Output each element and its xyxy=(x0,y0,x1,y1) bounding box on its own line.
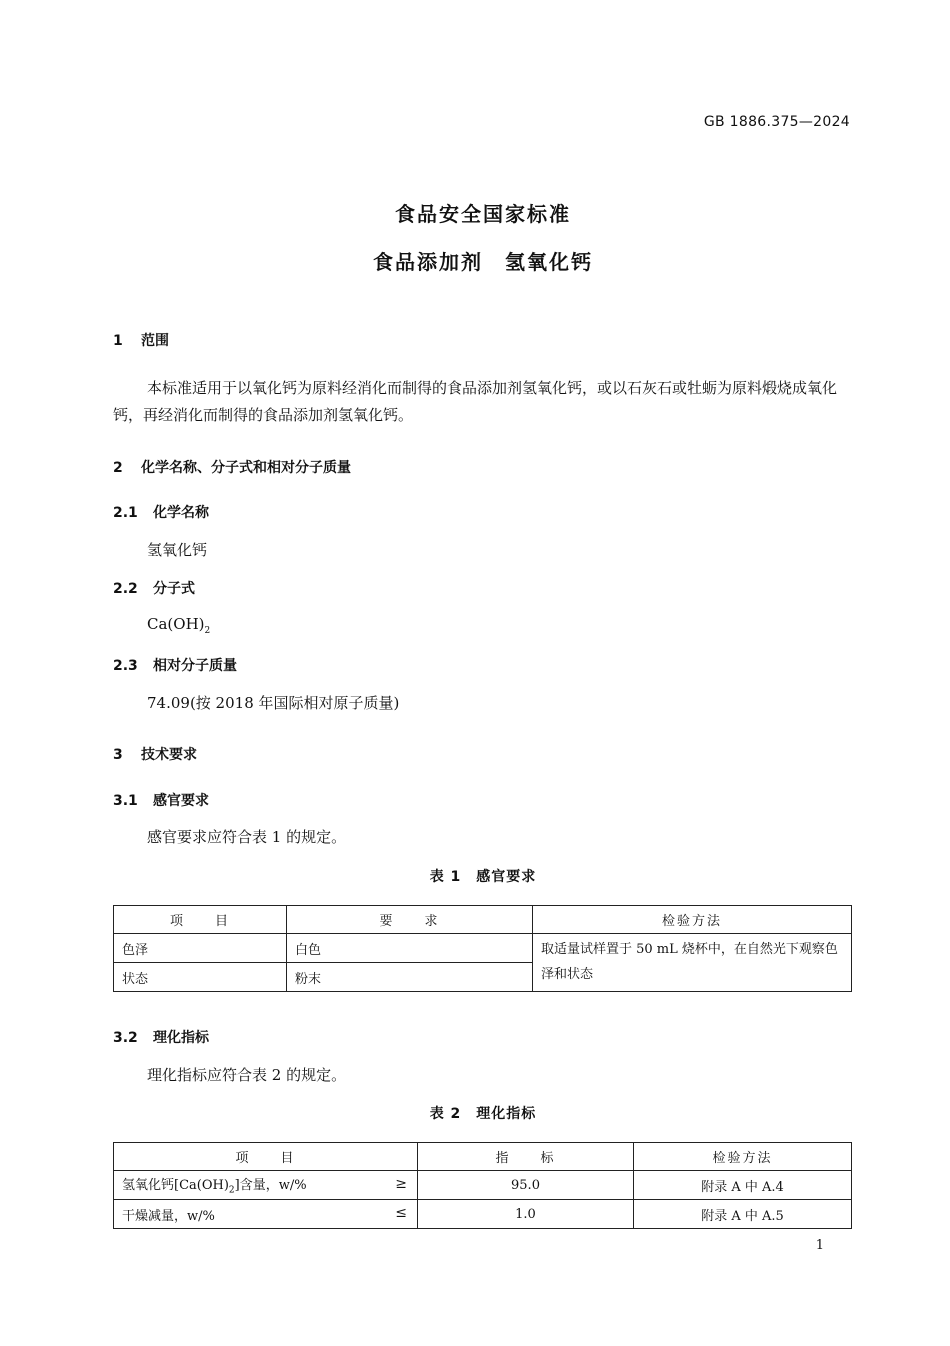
molecular-mass: 74.09(按 2018 年国际相对原子质量) xyxy=(147,694,400,712)
table-header-row xyxy=(114,1143,852,1171)
section-number: 2.2 xyxy=(113,581,138,597)
section-1-heading xyxy=(113,330,169,350)
chemical-name: 氢氧化钙 xyxy=(147,541,208,559)
section-3-1-heading xyxy=(113,790,209,810)
section-2-heading xyxy=(113,457,351,477)
section-title: 分子式 xyxy=(153,581,195,597)
inequality-sign: ≥ xyxy=(395,1176,407,1192)
section-number: 1 xyxy=(113,333,123,349)
section-1-body: 本标准适用于以氧化钙为原料经消化而制得的食品添加剂氢氧化钙，或以石灰石或牡蛎为原料煅烧成氧化钙，再经消化而制得的食品添加剂氢氧化钙。 xyxy=(113,379,838,424)
header-method: 检验方法 xyxy=(533,906,852,934)
section-title: 感官要求 xyxy=(153,793,209,809)
header-item: 项 目 xyxy=(114,1143,418,1171)
section-3-heading xyxy=(113,744,197,764)
section-3-2-body: 理化指标应符合表 2 的规定。 xyxy=(147,1066,347,1084)
section-number: 3.1 xyxy=(113,793,138,809)
table-row xyxy=(114,1171,852,1200)
cell-item xyxy=(114,1200,418,1229)
cell-method: 附录 A 中 A.5 xyxy=(634,1200,852,1229)
table-2-caption: 表 2 理化指标 xyxy=(429,1106,537,1122)
cell-value: 95.0 xyxy=(418,1171,634,1200)
section-title: 化学名称、分子式和相对分子质量 xyxy=(141,460,351,476)
molecular-formula xyxy=(147,615,210,636)
section-number: 2.3 xyxy=(113,658,138,674)
section-number: 3 xyxy=(113,747,123,763)
table-physicochemical-indicators xyxy=(113,1142,852,1229)
table-sensory-requirements xyxy=(113,905,852,992)
section-3-2-heading xyxy=(113,1027,209,1047)
section-title: 相对分子质量 xyxy=(153,658,237,674)
item-text: 氢氧化钙[Ca(OH) xyxy=(122,1178,229,1194)
cell-method: 附录 A 中 A.4 xyxy=(634,1171,852,1200)
header-indicator: 指 标 xyxy=(418,1143,634,1171)
standard-code: GB 1886.375—2024 xyxy=(703,114,850,130)
section-title: 理化指标 xyxy=(153,1030,209,1046)
cell-requirement: 白色 xyxy=(287,934,533,963)
section-number: 2.1 xyxy=(113,505,138,521)
table-header-row xyxy=(114,906,852,934)
section-title: 化学名称 xyxy=(153,505,209,521)
cell-item xyxy=(114,1171,418,1200)
header-requirement: 要 求 xyxy=(287,906,533,934)
table-1-caption: 表 1 感官要求 xyxy=(429,869,537,885)
section-title: 技术要求 xyxy=(141,747,197,763)
cell-item: 状态 xyxy=(114,963,287,992)
table-row xyxy=(114,1200,852,1229)
section-number: 2 xyxy=(113,460,123,476)
header-item: 项 目 xyxy=(114,906,287,934)
item-text: 干燥减量，w/% xyxy=(122,1208,215,1224)
section-2-1-heading xyxy=(113,502,209,522)
section-3-1-body: 感官要求应符合表 1 的规定。 xyxy=(147,828,347,846)
item-subscript: 2 xyxy=(228,1185,235,1196)
document-title: 食品安全国家标准 xyxy=(395,202,571,226)
formula-main: Ca(OH) xyxy=(147,615,205,633)
item-text-suffix: ]含量，w/% xyxy=(234,1178,307,1194)
table-row xyxy=(114,934,852,963)
header-method: 检验方法 xyxy=(634,1143,852,1171)
document-subtitle: 食品添加剂 氢氧化钙 xyxy=(373,250,593,274)
cell-item: 色泽 xyxy=(114,934,287,963)
formula-subscript: 2 xyxy=(204,626,211,636)
section-2-2-heading xyxy=(113,578,195,598)
cell-value: 1.0 xyxy=(418,1200,634,1229)
section-2-3-heading xyxy=(113,655,237,675)
cell-method: 取适量试样置于 50 mL 烧杯中，在自然光下观察色泽和状态 xyxy=(533,934,852,992)
inequality-sign: ≤ xyxy=(395,1205,407,1221)
cell-requirement: 粉末 xyxy=(287,963,533,992)
page-number: 1 xyxy=(815,1238,824,1253)
section-number: 3.2 xyxy=(113,1030,138,1046)
section-title: 范围 xyxy=(141,333,169,349)
